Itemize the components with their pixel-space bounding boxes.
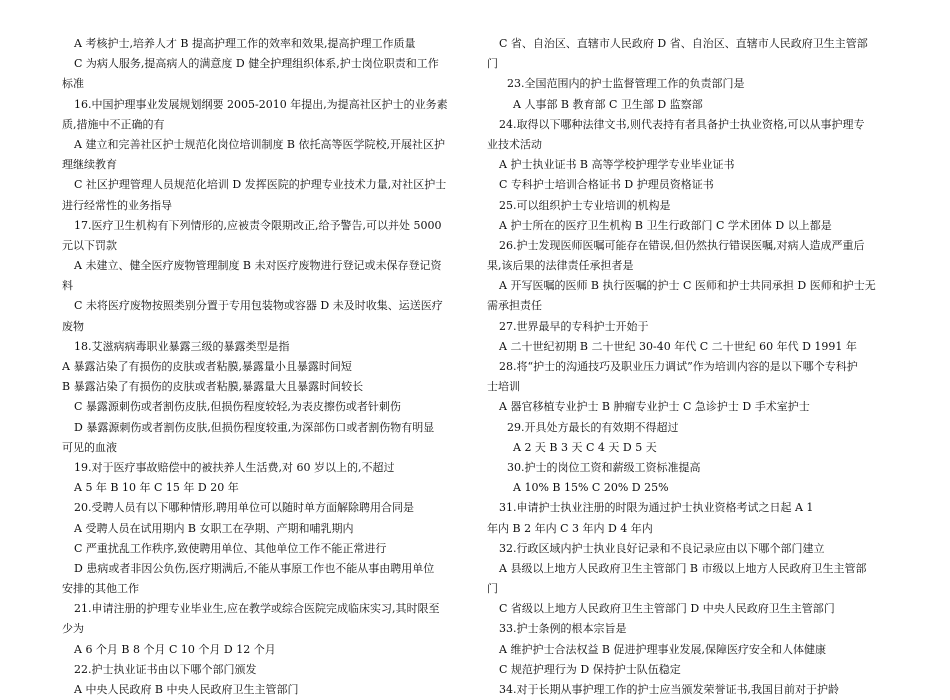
text-line: 26.护士发现医师医嘱可能存在错误,但仍然执行错误医嘱,对病人造成严重后 xyxy=(499,238,865,252)
text-line: D 患病或者非因公负伤,医疗期满后,不能从事原工作也不能从事由聘用单位 xyxy=(74,561,435,575)
text-line: 24.取得以下哪种法律文书,则代表持有者具备护士执业资格,可以从事护理专 xyxy=(499,117,865,131)
text-line: C 暴露源刺伤或者割伤皮肤,但损伤程度较轻,为表皮擦伤或者针刺伤 xyxy=(74,400,401,414)
text-line: 年内 B 2 年内 C 3 年内 D 4 年内 xyxy=(487,521,653,535)
text-line: 可见的血液 xyxy=(62,440,117,454)
text-line: 进行经常性的业务指导 xyxy=(62,198,172,212)
text-line: 22.护士执业证书由以下哪个部门颁发 xyxy=(74,662,257,676)
text-line: 16.中国护理事业发展规划纲要 2005-2010 年提出,为提高社区护士的业务素 xyxy=(74,97,448,111)
text-line: A 6 个月 B 8 个月 C 10 个月 D 12 个月 xyxy=(74,642,276,656)
text-line: 29.开具处方最长的有效期不得超过 xyxy=(507,420,679,434)
text-line: A 器官移植专业护士 B 肿瘤专业护士 C 急诊护士 D 手术室护士 xyxy=(499,400,810,414)
text-line: C 省、自治区、直辖市人民政府 D 省、自治区、直辖市人民政府卫生主管部 xyxy=(499,37,868,50)
text-line: A 护士执业证书 B 高等学校护理学专业毕业证书 xyxy=(499,158,735,172)
text-line: 元以下罚款 xyxy=(62,238,117,252)
text-line: 门 xyxy=(487,582,498,596)
text-line: 废物 xyxy=(62,319,84,333)
text-line: A 开写医嘱的医师 B 执行医嘱的护士 C 医师和护士共同承担 D 医师和护士无 xyxy=(499,279,876,293)
text-line: 34.对于长期从事护理工作的护士应当颁发荣誉证书,我国目前对于护龄 xyxy=(499,683,839,696)
text-line: A 建立和完善社区护士规范化岗位培训制度 B 依托高等医学院校,开展社区护 xyxy=(74,137,446,151)
text-line: 30.护士的岗位工资和薪级工资标准提高 xyxy=(507,460,701,474)
text-line: A 受聘人员在试用期内 B 女职工在孕期、产期和哺乳期内 xyxy=(74,521,354,535)
text-line: C 严重扰乱工作秩序,致使聘用单位、其他单位工作不能正常进行 xyxy=(74,541,387,555)
left-column xyxy=(62,34,474,700)
text-line: 需承担责任 xyxy=(487,299,542,313)
text-line: C 为病人服务,提高病人的满意度 D 健全护理组织体系,护士岗位职责和工作 xyxy=(74,57,439,71)
text-line: 业技术活动 xyxy=(487,137,542,151)
text-line: A 护士所在的医疗卫生机构 B 卫生行政部门 C 学术团体 D 以上都是 xyxy=(499,218,832,232)
text-line: C 省级以上地方人民政府卫生主管部门 D 中央人民政府卫生主管部门 xyxy=(499,602,835,616)
text-line: A 人事部 B 教育部 C 卫生部 D 监察部 xyxy=(513,97,703,111)
text-line: A 考核护士,培养人才 B 提高护理工作的效率和效果,提高护理工作质量 xyxy=(74,37,416,50)
text-line: 果,该后果的法律责任承担者是 xyxy=(487,259,634,273)
text-line: A 未建立、健全医疗废物管理制度 B 未对医疗废物进行登记或未保存登记资 xyxy=(74,259,442,273)
text-line: C 专科护士培训合格证书 D 护理员资格证书 xyxy=(499,178,714,192)
text-line: 32.行政区域内护士执业良好记录和不良记录应由以下哪个部门建立 xyxy=(499,541,825,555)
text-line: 21.申请注册的护理专业毕业生,应在教学或综合医院完成临床实习,其时限至 xyxy=(74,602,440,616)
text-line: 门 xyxy=(487,57,498,71)
text-line: B 暴露沾染了有损伤的皮肤或者粘膜,暴露量大且暴露时间较长 xyxy=(62,380,364,394)
text-line: A 二十世纪初期 B 二十世纪 30-40 年代 C 二十世纪 60 年代 D 1991 年 xyxy=(499,339,857,353)
text-line: A 2 天 B 3 天 C 4 天 D 5 天 xyxy=(513,440,657,454)
text-line: 理继续教育 xyxy=(62,158,117,172)
text-line: C 未将医疗废物按照类别分置于专用包装物或容器 D 未及时收集、运送医疗 xyxy=(74,299,443,313)
text-line: 31.申请护士执业注册的时限为通过护士执业资格考试之日起 A 1 xyxy=(499,501,814,515)
text-line: A 5 年 B 10 年 C 15 年 D 20 年 xyxy=(74,481,239,495)
text-line: 料 xyxy=(62,279,73,293)
text-line: A 暴露沾染了有损伤的皮肤或者粘膜,暴露量小且暴露时间短 xyxy=(62,360,352,373)
text-line: 安排的其他工作 xyxy=(62,582,139,596)
text-line: A 10% B 15% C 20% D 25% xyxy=(513,481,669,495)
text-line: C 社区护理管理人员规范化培训 D 发挥医院的护理专业技术力量,对社区护士 xyxy=(74,178,447,192)
text-line: 士培训 xyxy=(487,380,520,394)
text-line: 18.艾滋病病毒职业暴露三级的暴露类型是指 xyxy=(74,339,290,353)
text-line: 20.受聘人员有以下哪种情形,聘用单位可以随时单方面解除聘用合同是 xyxy=(74,501,414,515)
text-line: 25.可以组织护士专业培训的机构是 xyxy=(499,198,671,212)
text-line: 28.将“护士的沟通技巧及职业压力调试”作为培训内容的是以下哪个专科护 xyxy=(499,360,858,373)
text-line: D 暴露源刺伤或者割伤皮肤,但损伤程度较重,为深部伤口或者割伤物有明显 xyxy=(74,420,435,434)
text-line: A 维护护士合法权益 B 促进护理事业发展,保障医疗安全和人体健康 xyxy=(499,642,827,656)
text-line: 质,措施中不正确的有 xyxy=(62,117,165,131)
text-line: A 中央人民政府 B 中央人民政府卫生主管部门 xyxy=(74,683,299,696)
right-column xyxy=(487,34,899,700)
text-line: C 规范护理行为 D 保持护士队伍稳定 xyxy=(499,662,681,676)
text-line: 23.全国范围内的护士监督管理工作的负责部门是 xyxy=(507,77,745,91)
text-line: 少为 xyxy=(62,622,84,636)
text-line: 19.对于医疗事故赔偿中的被扶养人生活费,对 60 岁以上的,不超过 xyxy=(74,460,395,474)
text-line: 27.世界最早的专科护士开始于 xyxy=(499,319,649,333)
text-line: A 县级以上地方人民政府卫生主管部门 B 市级以上地方人民政府卫生主管部 xyxy=(499,561,867,575)
text-line: 33.护士条例的根本宗旨是 xyxy=(499,622,627,636)
text-line: 17.医疗卫生机构有下列情形的,应被责令限期改正,给予警告,可以并处 5000 xyxy=(74,218,442,232)
text-line: 标准 xyxy=(62,77,84,91)
